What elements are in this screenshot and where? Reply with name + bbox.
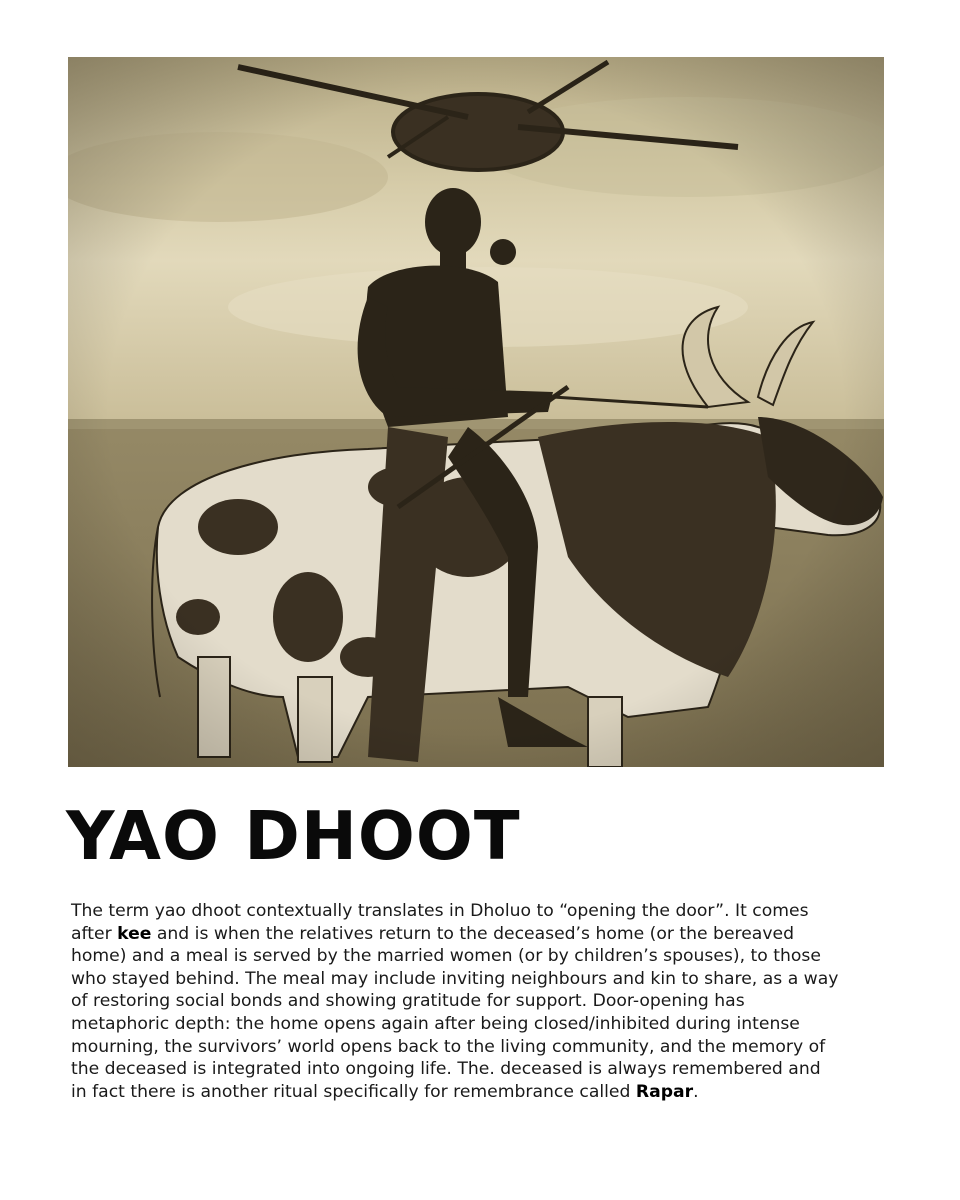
vignette [68,57,884,767]
photo-illustration [68,57,884,767]
article-body [71,900,841,1103]
body-text-part: The term yao dhoot contextually translates in Dholuo to “opening the door”. It comes after [71,901,809,944]
term-rapar: Rapar [635,1081,694,1102]
term-kee: kee [117,923,152,944]
body-text-part: . [693,1081,699,1102]
body-text-part: and is when the relatives return to the deceased’s home (or the bereaved home) and a meal is served by the married women (or by children’s spouses), to those who stayed behind. The meal may include inviting neighbours and kin to share, as a way of restoring social bonds and showing gratitude for support. Door-opening has metaphoric depth: the home opens again after being closed/inhibited during intense mourning, the survivors’ world opens back to the living community, and the memory of the deceased is integrated into ongoing life. The. deceased is always remembered and in fact there is another ritual specifically for remembrance called [71,923,839,1102]
page-title: YAO DHOOT [66,797,521,875]
sepia-photo-rider-on-cattle [68,57,884,767]
